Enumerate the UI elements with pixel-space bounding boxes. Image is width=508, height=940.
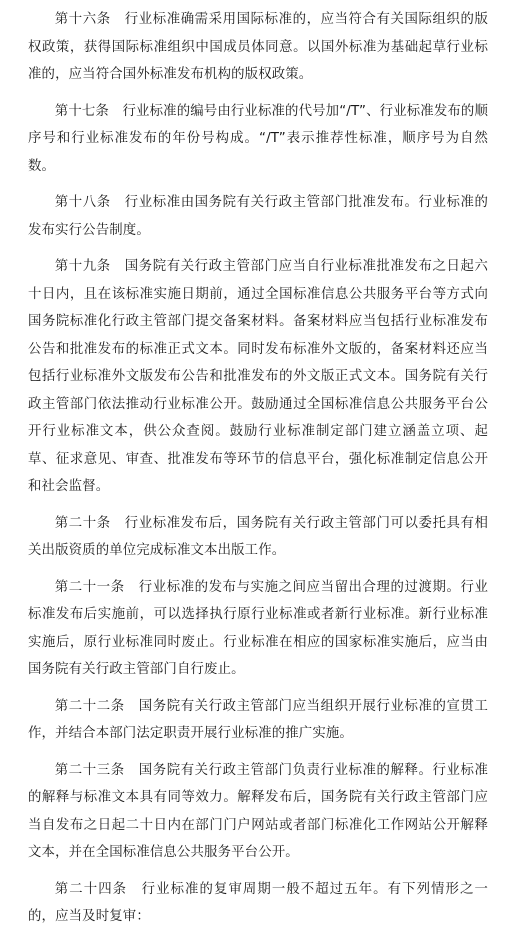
article-18-paragraph: 第十八条 行业标准由国务院有关行政主管部门批准发布。行业标准的发布实行公告制度。 bbox=[28, 195, 488, 238]
article-20-paragraph: 第二十条 行业标准发布后，国务院有关行政主管部门可以委托具有相关出版资质的单位完成标准文本出版工作。 bbox=[28, 515, 488, 558]
article-21-paragraph: 第二十一条 行业标准的发布与实施之间应当留出合理的过渡期。行业标准发布后实施前，可以选择执行原行业标准或者新行业标准。新行业标准实施后，原行业标准同时废止。行业标准在相应的国家标准实施后，应当由国务院有关行政主管部门自行废止。 bbox=[28, 579, 488, 677]
article-22-paragraph: 第二十二条 国务院有关行政主管部门应当组织开展行业标准的宣贯工作，并结合本部门法定职责开展行业标准的推广实施。 bbox=[28, 698, 488, 741]
document-page bbox=[28, 6, 488, 940]
article-23-paragraph: 第二十三条 国务院有关行政主管部门负责行业标准的解释。行业标准的解释与标准文本具有同等效力。解释发布后，国务院有关行政主管部门应当自发布之日起二十日内在部门门户网站或者部门标准化工作网站公开解释文本，并在全国标准信息公共服务平台公开。 bbox=[28, 762, 488, 860]
article-24-paragraph: 第二十四条 行业标准的复审周期一般不超过五年。有下列情形之一的，应当及时复审： bbox=[28, 881, 488, 924]
article-17-paragraph: 第十七条 行业标准的编号由行业标准的代号加“/T”、行业标准发布的顺序号和行业标准发布的年份号构成。“/T”表示推荐性标准，顺序号为自然数。 bbox=[28, 103, 488, 174]
article-16-paragraph: 第十六条 行业标准确需采用国际标准的，应当符合有关国际组织的版权政策，获得国际标准组织中国成员体同意。以国外标准为基础起草行业标准的，应当符合国外标准发布机构的版权政策。 bbox=[28, 12, 488, 82]
article-19-paragraph: 第十九条 国务院有关行政主管部门应当自行业标准批准发布之日起六十日内，且在该标准实施日期前，通过全国标准信息公共服务平台等方式向国务院标准化行政主管部门提交备案材料。备案材料应当包括行业标准发布公告和批准发布的标准正式文本。同时发布标准外文版的，备案材料还应当包括行业标准外文版发布公告和批准发布的外文版正式文本。国务院有关行政主管部门依法推动行业标准公开。鼓励通过全国标准信息公共服务平台公开行业标准文本，供公众查阅。鼓励行业标准制定部门建立涵盖立项、起草、征求意见、审查、批准发布等环节的信息平台，强化标准制定信息公开和社会监督。 bbox=[28, 259, 488, 494]
